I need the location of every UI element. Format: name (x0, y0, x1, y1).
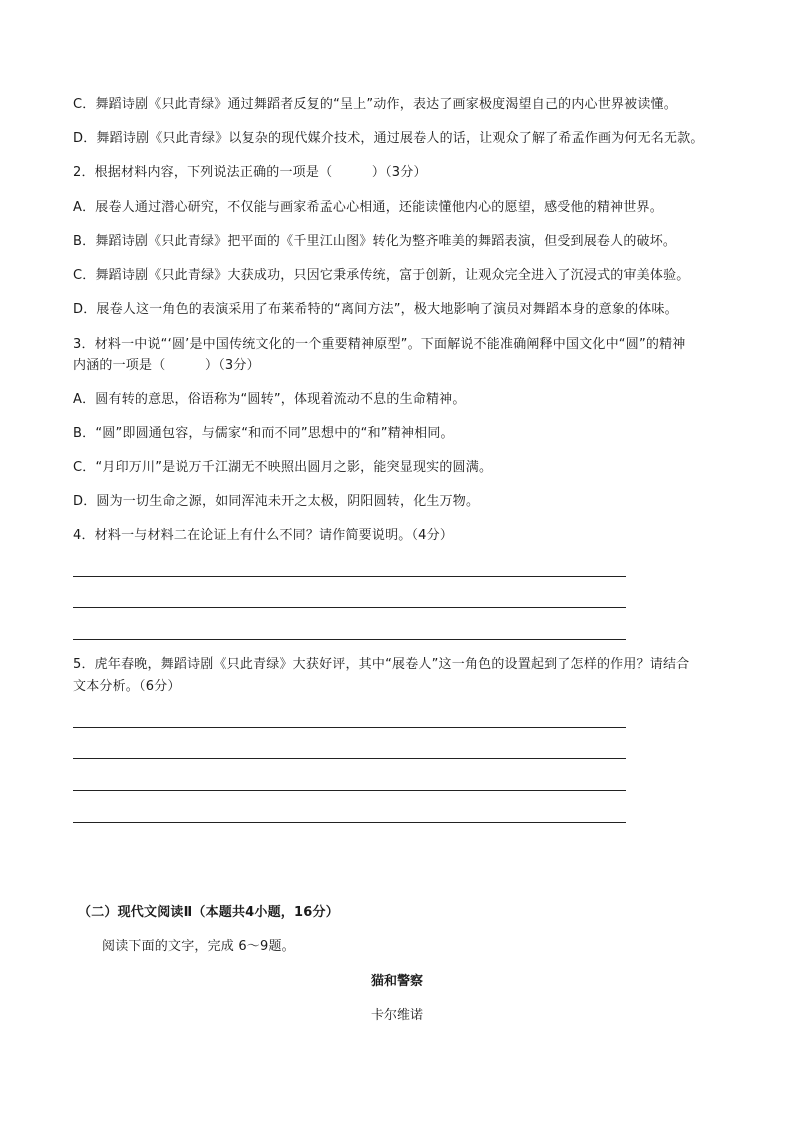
option-3d: D．圆为一切生命之源，如同浑沌未开之太极，阴阳圆转，化生万物。 (73, 494, 480, 509)
answer-line[interactable] (73, 576, 626, 577)
answer-line[interactable] (73, 822, 626, 823)
story-author: 卡尔维诺 (370, 1008, 423, 1023)
section-2-title: （二）现代文阅读Ⅱ（本题共4小题，16分） (78, 905, 339, 920)
option-3a: A．圆有转的意思，俗语称为“圆转”，体现着流动不息的生命精神。 (73, 392, 466, 407)
answer-line[interactable] (73, 607, 626, 608)
option-1c: C．舞蹈诗剧《只此青绿》通过舞蹈者反复的“呈上”动作，表达了画家极度渴望自己的内心世界被读懂。 (73, 97, 677, 112)
question-3-stem-line1: 3．材料一中说“‘圆’是中国传统文化的一个重要精神原型”。下面解说不能准确阐释中国文化中“圆”的精神 (73, 337, 686, 352)
question-5-stem-line1: 5．虎年春晚，舞蹈诗剧《只此青绿》大获好评，其中“展卷人”这一角色的设置起到了怎样的作用？请结合 (73, 657, 690, 672)
question-3-stem-line2: 内涵的一项是（ ）（3分） (73, 358, 260, 373)
option-1d: D．舞蹈诗剧《只此青绿》以复杂的现代媒介技术，通过展卷人的话，让观众了解了希孟作画为何无名无款。 (73, 131, 704, 146)
answer-line[interactable] (73, 758, 626, 759)
answer-line[interactable] (73, 639, 626, 640)
option-3b: B．“圆”即圆通包容，与儒家“和而不同”思想中的“和”精神相同。 (73, 426, 454, 441)
option-2a: A．展卷人通过潜心研究，不仅能与画家希孟心心相通，还能读懂他内心的愿望，感受他的精神世界。 (73, 200, 663, 215)
reading-instruction: 阅读下面的文字，完成 6～9题。 (102, 939, 295, 954)
option-2c: C．舞蹈诗剧《只此青绿》大获成功，只因它秉承传统，富于创新，让观众完全进入了沉浸式的审美体验。 (73, 268, 690, 283)
answer-line[interactable] (73, 790, 626, 791)
answer-line[interactable] (73, 727, 626, 728)
question-5-stem-line2: 文本分析。（6分） (73, 679, 181, 694)
option-3c: C．“月印万川”是说万千江湖无不映照出圆月之影，能突显现实的圆满。 (73, 460, 493, 475)
option-2d: D．展卷人这一角色的表演采用了布莱希特的“离间方法”，极大地影响了演员对舞蹈本身的意象的体味。 (73, 302, 678, 317)
question-4-stem: 4．材料一与材料二在论证上有什么不同？请作简要说明。（4分） (73, 528, 454, 543)
option-2b: B．舞蹈诗剧《只此青绿》把平面的《千里江山图》转化为整齐唯美的舞蹈表演，但受到展卷人的破坏。 (73, 234, 677, 249)
question-2-stem: 2．根据材料内容，下列说法正确的一项是（ ）（3分） (73, 165, 427, 180)
story-title: 猫和警察 (370, 974, 423, 989)
